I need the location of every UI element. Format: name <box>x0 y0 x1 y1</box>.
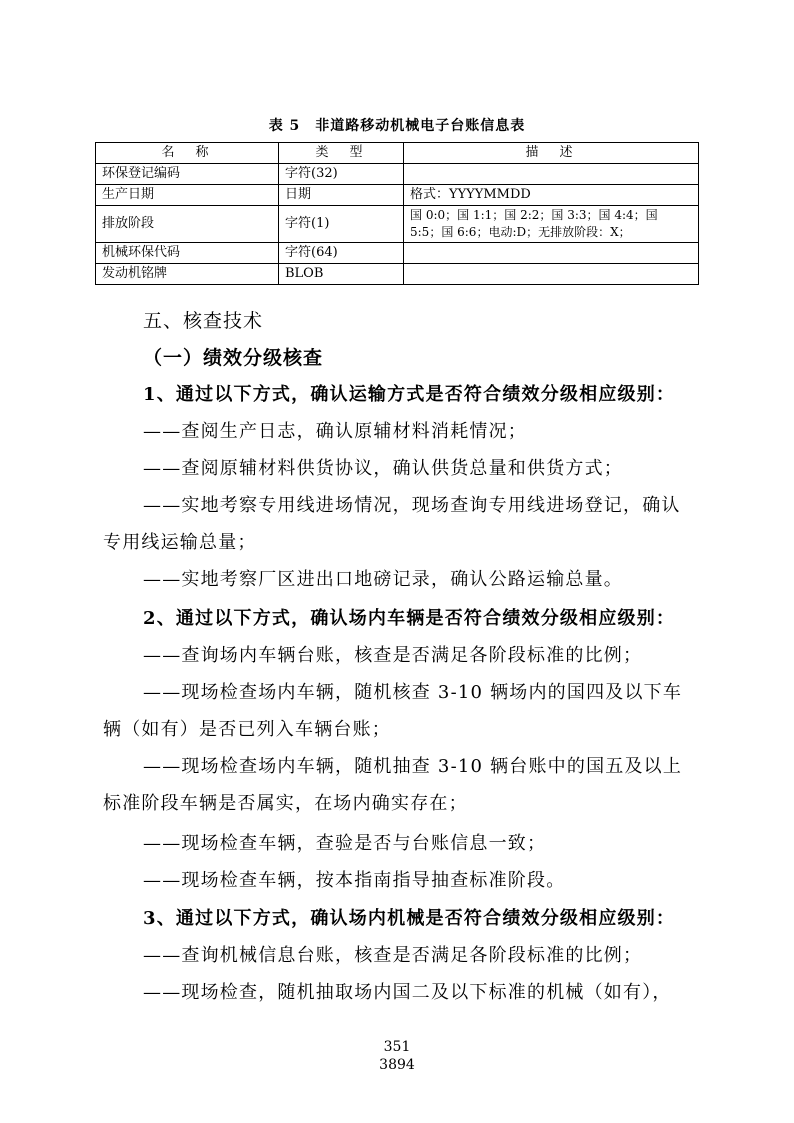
table-title: 表 5 非道路移动机械电子台账信息表 <box>268 118 526 134</box>
page-number: 351 <box>383 1039 411 1055</box>
cell-name: 排放阶段 <box>96 206 279 243</box>
list-item: ——现场检查场内车辆，随机抽查 3-10 辆台账中的国五及以上标准阶段车辆是否属实，在场内确实存在； <box>103 756 683 814</box>
cell-name: 发动机铭牌 <box>96 264 279 285</box>
table-header-row <box>96 143 699 164</box>
cell-type: BLOB <box>279 264 404 285</box>
cell-type: 字符(64) <box>279 243 404 264</box>
header-type: 类 型 <box>279 143 404 164</box>
table-row <box>96 243 699 264</box>
total-page-number: 3894 <box>379 1057 415 1073</box>
list-item: ——现场检查车辆，查验是否与台账信息一致； <box>143 833 547 854</box>
item-heading: 3、通过以下方式，确认场内机械是否符合绩效分级相应级别： <box>143 908 676 929</box>
cell-type: 字符(1) <box>279 206 404 243</box>
list-item: ——查阅原辅材料供货协议，确认供货总量和供货方式； <box>143 458 623 479</box>
cell-description: 国 0:0；国 1:1；国 2:2；国 3:3；国 4:4；国 5:5；国 6:6；电动:D；无排放阶段：X； <box>404 206 699 243</box>
section-heading: 五、核查技术 <box>143 310 264 332</box>
subsection-heading: （一）绩效分级核查 <box>143 347 324 369</box>
table-row <box>96 185 699 206</box>
list-item: ——查阅生产日志，确认原辅材料消耗情况； <box>143 421 527 442</box>
list-item: ——查询场内车辆台账，核查是否满足各阶段标准的比例； <box>143 645 643 666</box>
table-row <box>96 164 699 185</box>
cell-description <box>404 264 699 285</box>
cell-name: 环保登记编码 <box>96 164 279 185</box>
item-heading: 2、通过以下方式，确认场内车辆是否符合绩效分级相应级别： <box>143 608 676 629</box>
list-item: ——现场检查场内车辆，随机核查 3-10 辆场内的国四及以下车辆（如有）是否已列入车辆台账； <box>103 682 683 740</box>
list-item: ——现场检查车辆，按本指南指导抽查标准阶段。 <box>143 870 566 891</box>
cell-type: 日期 <box>279 185 404 206</box>
item-heading: 1、通过以下方式，确认运输方式是否符合绩效分级相应级别： <box>143 384 676 405</box>
list-item: ——查询机械信息台账，核查是否满足各阶段标准的比例； <box>143 945 643 966</box>
cell-name: 生产日期 <box>96 185 279 206</box>
cell-description: 格式：YYYYMMDD <box>404 185 699 206</box>
cell-name: 机械环保代码 <box>96 243 279 264</box>
cell-type: 字符(32) <box>279 164 404 185</box>
header-description: 描 述 <box>404 143 699 164</box>
list-item: ——实地考察厂区进出口地磅记录，确认公路运输总量。 <box>143 569 623 590</box>
header-name: 名 称 <box>96 143 279 164</box>
cell-description <box>404 243 699 264</box>
table-row <box>96 264 699 285</box>
ledger-info-table <box>95 142 699 285</box>
cell-description <box>404 164 699 185</box>
list-item: ——实地考察专用线进场情况，现场查询专用线进场登记，确认专用线运输总量； <box>103 495 681 553</box>
table-row <box>96 206 699 243</box>
list-item: ——现场检查，随机抽取场内国二及以下标准的机械（如有）， <box>143 982 672 1003</box>
